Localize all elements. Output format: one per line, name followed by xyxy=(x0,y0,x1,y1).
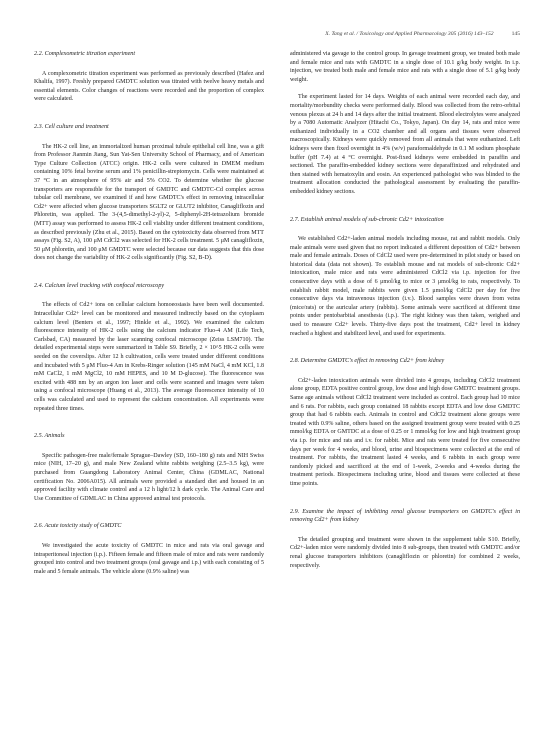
journal-citation: X. Tang et al. / Toxicology and Applied Pharmacology 305 (2016) 143–152 xyxy=(325,31,494,37)
running-head xyxy=(34,31,520,37)
paragraph: The detailed grouping and treatment were shown in the supplement table S10. Briefly, Cd2+-laden mice were randomly divided into 8 sub-groups, then treated with GMDTC and/or renal glucose transporters inhibitors (canagliflozin or phloretin) for combined 2 weeks, respectively. xyxy=(290,536,520,569)
section-2-4 xyxy=(34,282,264,413)
paragraph: The effects of Cd2+ ions on cellular calcium homoeostasis have been well documented. Intracellular Cd2+ level can be monitored and measured indirectly based on the cytoplasm calcium level (Benters et al., 1997; Hinkle et al., 1992). We examined the calcium fluorescence intensity of HK-2 cells using the calcium indicator Fluo-4 AM (Life Tech, Carlsbad, CA) measured by the laser scanning confocal microscope (Zeiss LSM710). The detailed experimental steps were summarized in Table S9. Briefly, 2 × 10^5 HK-2 cells were seeded on the coverslips. After 12 h cultivation, cells were treated under different conditions and incubated with 5 μM Fluo-4 Am in Krebs-Ringer solution (145 mM NaCl, 4 mM KCl, 1.8 mM CaCl2, 1 mM MgCl2, 10 mM HEPES, and 10 M D-glucose). The fluorescence was excited with 488 nm by an argon ion laser and cells were scanned and images were taken using a confocal microscope (Huang et al., 2013). The average fluorescence intensity of 10 cells was calculated and used to represent the calcium concentration. All experiments were repeated three times. xyxy=(34,302,264,412)
section-title: 2.6. Acute toxicity study of GMDTC xyxy=(34,523,122,530)
section-2-5 xyxy=(34,432,264,503)
section-title: 2.3. Cell culture and treatment xyxy=(34,123,109,130)
section-title: 2.4. Calcium level tracking with confocal microscopy xyxy=(34,282,165,289)
paragraph: We investigated the acute toxicity of GMDTC in mice and rats via oral gavage and intraperitoneal injection (i.p.). Fifteen female and fifteen male of mice and rats were randomly grouped into control and two treatment groups (oral gavage and i.p.) with each consisting of 5 male and 5 female animals. The vehicle alone (0.9% saline) was xyxy=(34,542,264,575)
section-2-6-continued xyxy=(290,50,520,197)
paragraph: The HK-2 cell line, an immortalized human proximal tubule epithelial cell line, was a gift from Professor Jianmin Jiang, Sun Yat-Sen University School of Pharmacy, and of American Type Culture Collection (ATCC) origin. HK-2 cells were cultured in DMEM medium containing 10% fetal bovine serum and 1% penicillin-streptomycin. Cells were maintained at 37 °C in an atmosphere of 95% air and 5% CO2. To determine whether the glucose transporters are responsible for the transport of GMDTC and GMDTC-Cd complex across tubular cell membrane, we examined if and how GMDTC's effect in removing intracellular Cd2+ were affected when glucose transporters SGLT2 or GLUT2 inhibitor, Canagliflozin and Phloretin, was applied. The 3-(4,5-dimethyl-2-yl)-2, 5-diphenyl-2H-tetrazolium bromide (MTT) assay was performed to assess HK-2 cell viability under different treatment conditions, as described previously (Zhu et al., 2015). Based on the cytotoxicity data observed from MTT assays (Fig. S2, A), 100 μM CdCl2 was selected for HK-2 cells treatment. 5 μM canagliflozin, 50 μM phloretin, and 100 μM GMDTC were selected because our data suggests that this dose does not change the variability of HK-2 cells significantly (Fig. S2, B-D). xyxy=(34,143,264,262)
section-2-9 xyxy=(290,508,520,571)
right-column xyxy=(290,50,520,579)
paragraph: Cd2+-laden intoxication animals were divided into 4 groups, including CdCl2 treatment alone group, EDTA positive control group, low dose and high dose GMDTC treatment groups. Same age animals without CdCl2 treatment were included as control. Each group had 10 mice and 6 rats. For rabbits, each group contained 18 rabbits except EDTA and low dose GMDTC group that had 6 rabbits each. Animals in control and CdCl2 treatment alone groups were treated with 0.9% saline, others based on the assigned treatment group were treated with 0.25 mmol/kg EDTA or GMTDC at a dose of 0.25 or 1 mmol/kg for low and high treatment group via i.p. for mice and rats and i.v. for rabbit. Mice and rats were treated for five consecutive days per week for 4 weeks, and blood, urine and biospecimens were collected at the end of treatment. For rabbits, the treatment lasted 4 weeks, and 6 rabbits in each group were randomly picked and sacrificed at the end of 1-week, 2-weeks and 4-weeks during the treatment periods. Biospecimens including urine, blood and tissues were collected at these time points. xyxy=(290,377,520,487)
paragraph: administered via gavage to the control group. In gavage treatment group, we treated both male and female mice and rats with GMDTC in a single dose of 10.1 g/kg body weight. In i.p. injection, we treated both male and female mice and rats with a single dose of 5.1 g/kg body weight. xyxy=(290,51,520,83)
paragraph: Specific pathogen-free male/female Sprague–Dawley (SD, 160–180 g) rats and NIH Swiss mice (NIH, 17–20 g), and male New Zealand white rabbits weighing (2.5–3.5 kg), were purchased from Guangdong Laboratory Animal Center, China (GDMLAC, National certification No. 2006A015). All animals were provided a standard diet and housed in an approved facility with climate control and a 12 h light/12 h dark cycle. The Animal Care and Use Committee of GDMLAC in China approved animal test protocols. xyxy=(34,452,264,502)
section-title: 2.2. Complexometric titration experiment xyxy=(34,51,136,57)
section-2-7 xyxy=(290,216,520,339)
page-number: 145 xyxy=(511,31,520,37)
paragraph: A complexometric titration experiment was performed as previously described (Hafez and Khalifa, 1997). Freshly prepared GMDTC solution was titrated with twelve heavy metals and essential elements. Color changes of reactions were recorded and the proportion of complex were calculated. xyxy=(34,70,264,103)
section-2-2 xyxy=(34,50,264,104)
paragraph: The experiment lasted for 14 days. Weights of each animal were recorded each day, and mortality/morbundity checks were performed daily. Blood was collected from the retro-orbital venous plexus at 24 h and 14 days after the initial treatment. Blood electrolytes were analyzed by a 7080 Automatic Analyzer (Hitachi Co., Tokyo, Japan). On day 14, rats and mice were euthanized individually in a CO2 chamber and all organs and tissues were observed macroscopically. Kidneys were quickly removed from all animals that were euthanized. Left kidneys were then fixed overnight in 4% (w/v) paraformaldehyde in 0.1 M sodium phosphate buffer (pH 7.4) at 4 °C overnight. Post-fixed kidneys were embedded in paraffin and sectioned. The paraffin-embedded kidney sections were deparaffinized and rehydrated and then stained with hematoxylin and eosin. An experienced pathologist who was blinded to the treatment allocation conducted the pathological assessment by evaluating the paraffin-embedded kidney sections. xyxy=(290,94,520,195)
section-title: 2.7. Establish animal models of sub-chronic Cd2+ intoxication xyxy=(290,216,444,223)
paragraph: We established Cd2+-laden animal models including mouse, rat and rabbit models. Only male animals were used given that no report indicated a different deposition of Cd2+ between male and female animals. Doses of CdCl2 used were pre-determined in pilot study or based on historical data (data not shown). To establish mouse and rat models of sub-chronic Cd2+ intoxication, male mice and rats were administered CdCl2 via i.p. injection for five consecutive days with a dose of 6 μmol/kg to mice or 3 μmol/kg to rats, respectively. To establish rabbit model, male rabbits were given 1.5 μmol/kg CdCl2 per day for five consecutive days via intravenous injection (i.v.). Blood samples were drawn from veins (mice/rats) or the auricular artery (rabbits). Some animals were sacrificed at different time points under pentobarbital anesthesia (i.p.). The right kidney was then taken, weighed and used to measure Cd2+ levels. Thirty-five days post the treatment, Cd2+ level in kidney reached a highest and stabilized level, and used for experiments. xyxy=(290,236,520,337)
section-2-6 xyxy=(34,522,264,576)
section-title: 2.8. Determine GMDTC's effect in removing Cd2+ from kidney xyxy=(290,358,445,365)
section-2-8 xyxy=(290,357,520,488)
section-2-3 xyxy=(34,123,264,263)
left-column xyxy=(34,50,264,585)
section-title: 2.5. Animals xyxy=(34,433,65,440)
section-title: 2.9. Examine the impact of inhibiting renal glucose transporters on GMDTC's effect in removing Cd2+ from kidney xyxy=(290,508,520,524)
